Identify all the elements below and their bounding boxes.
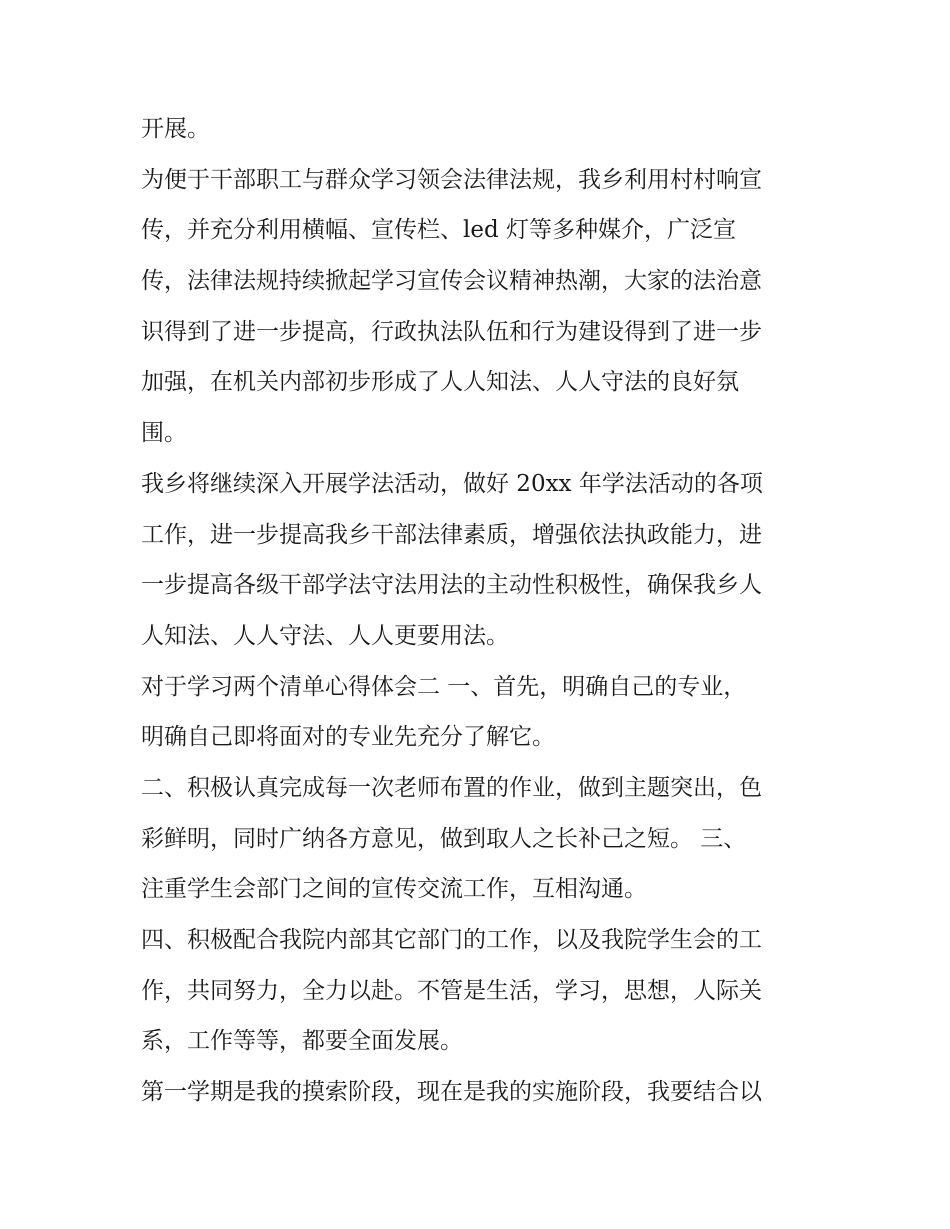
text-line: 开展。: [141, 116, 210, 142]
text-line: 明确自己即将面对的专业先充分了解它。: [141, 724, 555, 751]
document-body: [141, 104, 821, 1118]
text-line: 注重学生会部门之间的宣传交流工作，互相沟通。: [141, 876, 647, 903]
text-line: 传，并充分利用横幅、宣传栏、led 灯等多种媒介，广泛宣: [141, 217, 737, 244]
text-line: 加强，在机关内部初步形成了人人知法、人人守法的良好氛: [141, 369, 739, 396]
text-line: 人知法、人人守法、人人更要用法。: [141, 622, 509, 649]
text-line: 我乡将继续深入开展学法活动，做好 20xx 年学法活动的各项: [141, 470, 763, 497]
text-line: 二、积极认真完成每一次老师布置的作业，做到主题突出，色: [141, 774, 762, 801]
text-line: 一步提高各级干部学法守法用法的主动性积极性，确保我乡人: [141, 572, 762, 599]
text-line: 传，法律法规持续掀起学习宣传会议精神热潮，大家的法治意: [141, 268, 762, 295]
text-line: 识得到了进一步提高，行政执法队伍和行为建设得到了进一步: [141, 318, 762, 345]
text-line: 对于学习两个清单心得体会二 一、首先，明确自己的专业，: [141, 673, 747, 700]
text-line: 系，工作等等，都要全面发展。: [141, 1028, 463, 1055]
text-line: 作，共同努力，全力以赴。不管是生活，学习，思想，人际关: [141, 977, 762, 1004]
text-line: 第一学期是我的摸索阶段，现在是我的实施阶段，我要结合以: [141, 1079, 762, 1106]
text-line: 彩鲜明，同时广纳各方意见，做到取人之长补己之短。 三、: [141, 825, 747, 852]
text-line: 为便于干部职工与群众学习领会法律法规，我乡利用村村响宣: [141, 166, 762, 193]
text-line: 四、积极配合我院内部其它部门的工作，以及我院学生会的工: [141, 927, 762, 953]
text-line: 工作，进一步提高我乡干部法律素质，增强依法执政能力，进: [141, 521, 762, 548]
text-line: 围。: [141, 420, 187, 447]
